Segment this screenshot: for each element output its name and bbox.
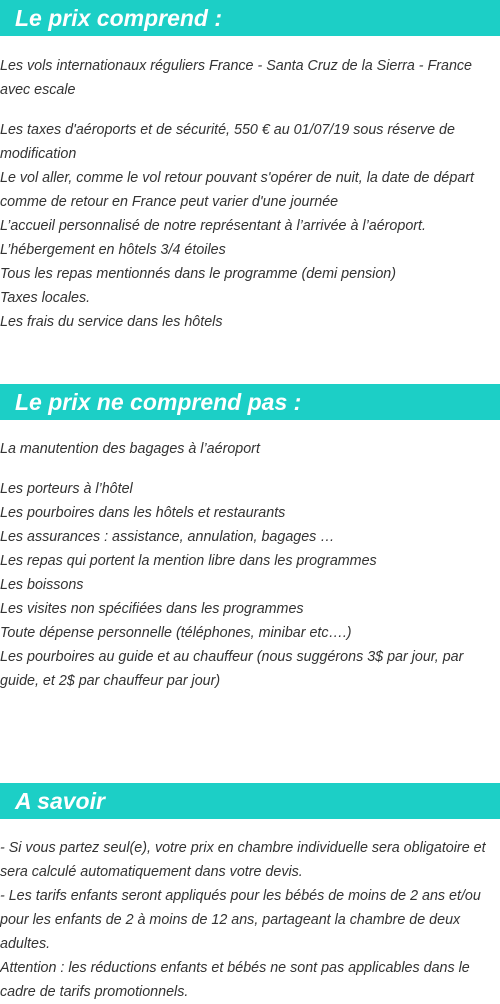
list-item: Les repas qui portent la mention libre dans les programmes bbox=[0, 553, 377, 569]
list-item: Les boissons bbox=[0, 577, 84, 593]
list-item: Les visites non spécifiées dans les programmes bbox=[0, 601, 304, 617]
list-item: Tous les repas mentionnés dans le programme (demi pension) bbox=[0, 266, 397, 282]
section-title-not-included: Le prix ne comprend pas : bbox=[0, 384, 500, 420]
list-item: Les taxes d'aéroports et de sécurité, 550 € au 01/07/19 sous réserve de modification bbox=[0, 122, 455, 162]
list-item: L’hébergement en hôtels 3/4 étoiles bbox=[0, 242, 226, 258]
included-list bbox=[0, 118, 500, 334]
not-included-intro-text: La manutention des bagages à l’aéroport bbox=[0, 441, 260, 457]
list-item: Toute dépense personnelle (téléphones, minibar etc….) bbox=[0, 625, 352, 641]
section-title-included: Le prix comprend : bbox=[0, 0, 500, 36]
list-item: Taxes locales. bbox=[0, 290, 91, 306]
not-included-list bbox=[0, 477, 500, 693]
list-item: Les frais du service dans les hôtels bbox=[0, 314, 223, 330]
list-item: L’accueil personnalisé de notre représentant à l’arrivée à l’aéroport. bbox=[0, 218, 426, 234]
list-item: Les assurances : assistance, annulation, bagages … bbox=[0, 529, 335, 545]
list-item: - Les tarifs enfants seront appliqués pour les bébés de moins de 2 ans et/ou pour les enfants de 2 à moins de 12 ans, partageant la chambre de deux adultes. bbox=[0, 888, 481, 952]
included-flights-text: Les vols internationaux réguliers France - Santa Cruz de la Sierra - France avec escale bbox=[0, 58, 473, 98]
list-item: - Si vous partez seul(e), votre prix en chambre individuelle sera obligatoire et sera calculé automatiquement dans votre devis. bbox=[0, 840, 486, 880]
list-item: Les pourboires dans les hôtels et restaurants bbox=[0, 505, 286, 521]
list-item: Les pourboires au guide et au chauffeur (nous suggérons 3$ par jour, par guide, et 2$ par chauffeur par jour) bbox=[0, 649, 464, 689]
list-item: Les porteurs à l’hôtel bbox=[0, 481, 133, 497]
section-title-good-to-know: A savoir bbox=[0, 783, 500, 819]
list-item: Le vol aller, comme le vol retour pouvant s'opérer de nuit, la date de départ comme de retour en France peut varier d'une journée bbox=[0, 170, 475, 210]
list-item: Attention : les réductions enfants et bébés ne sont pas applicables dans le cadre de tarifs promotionnels. bbox=[0, 960, 470, 1000]
